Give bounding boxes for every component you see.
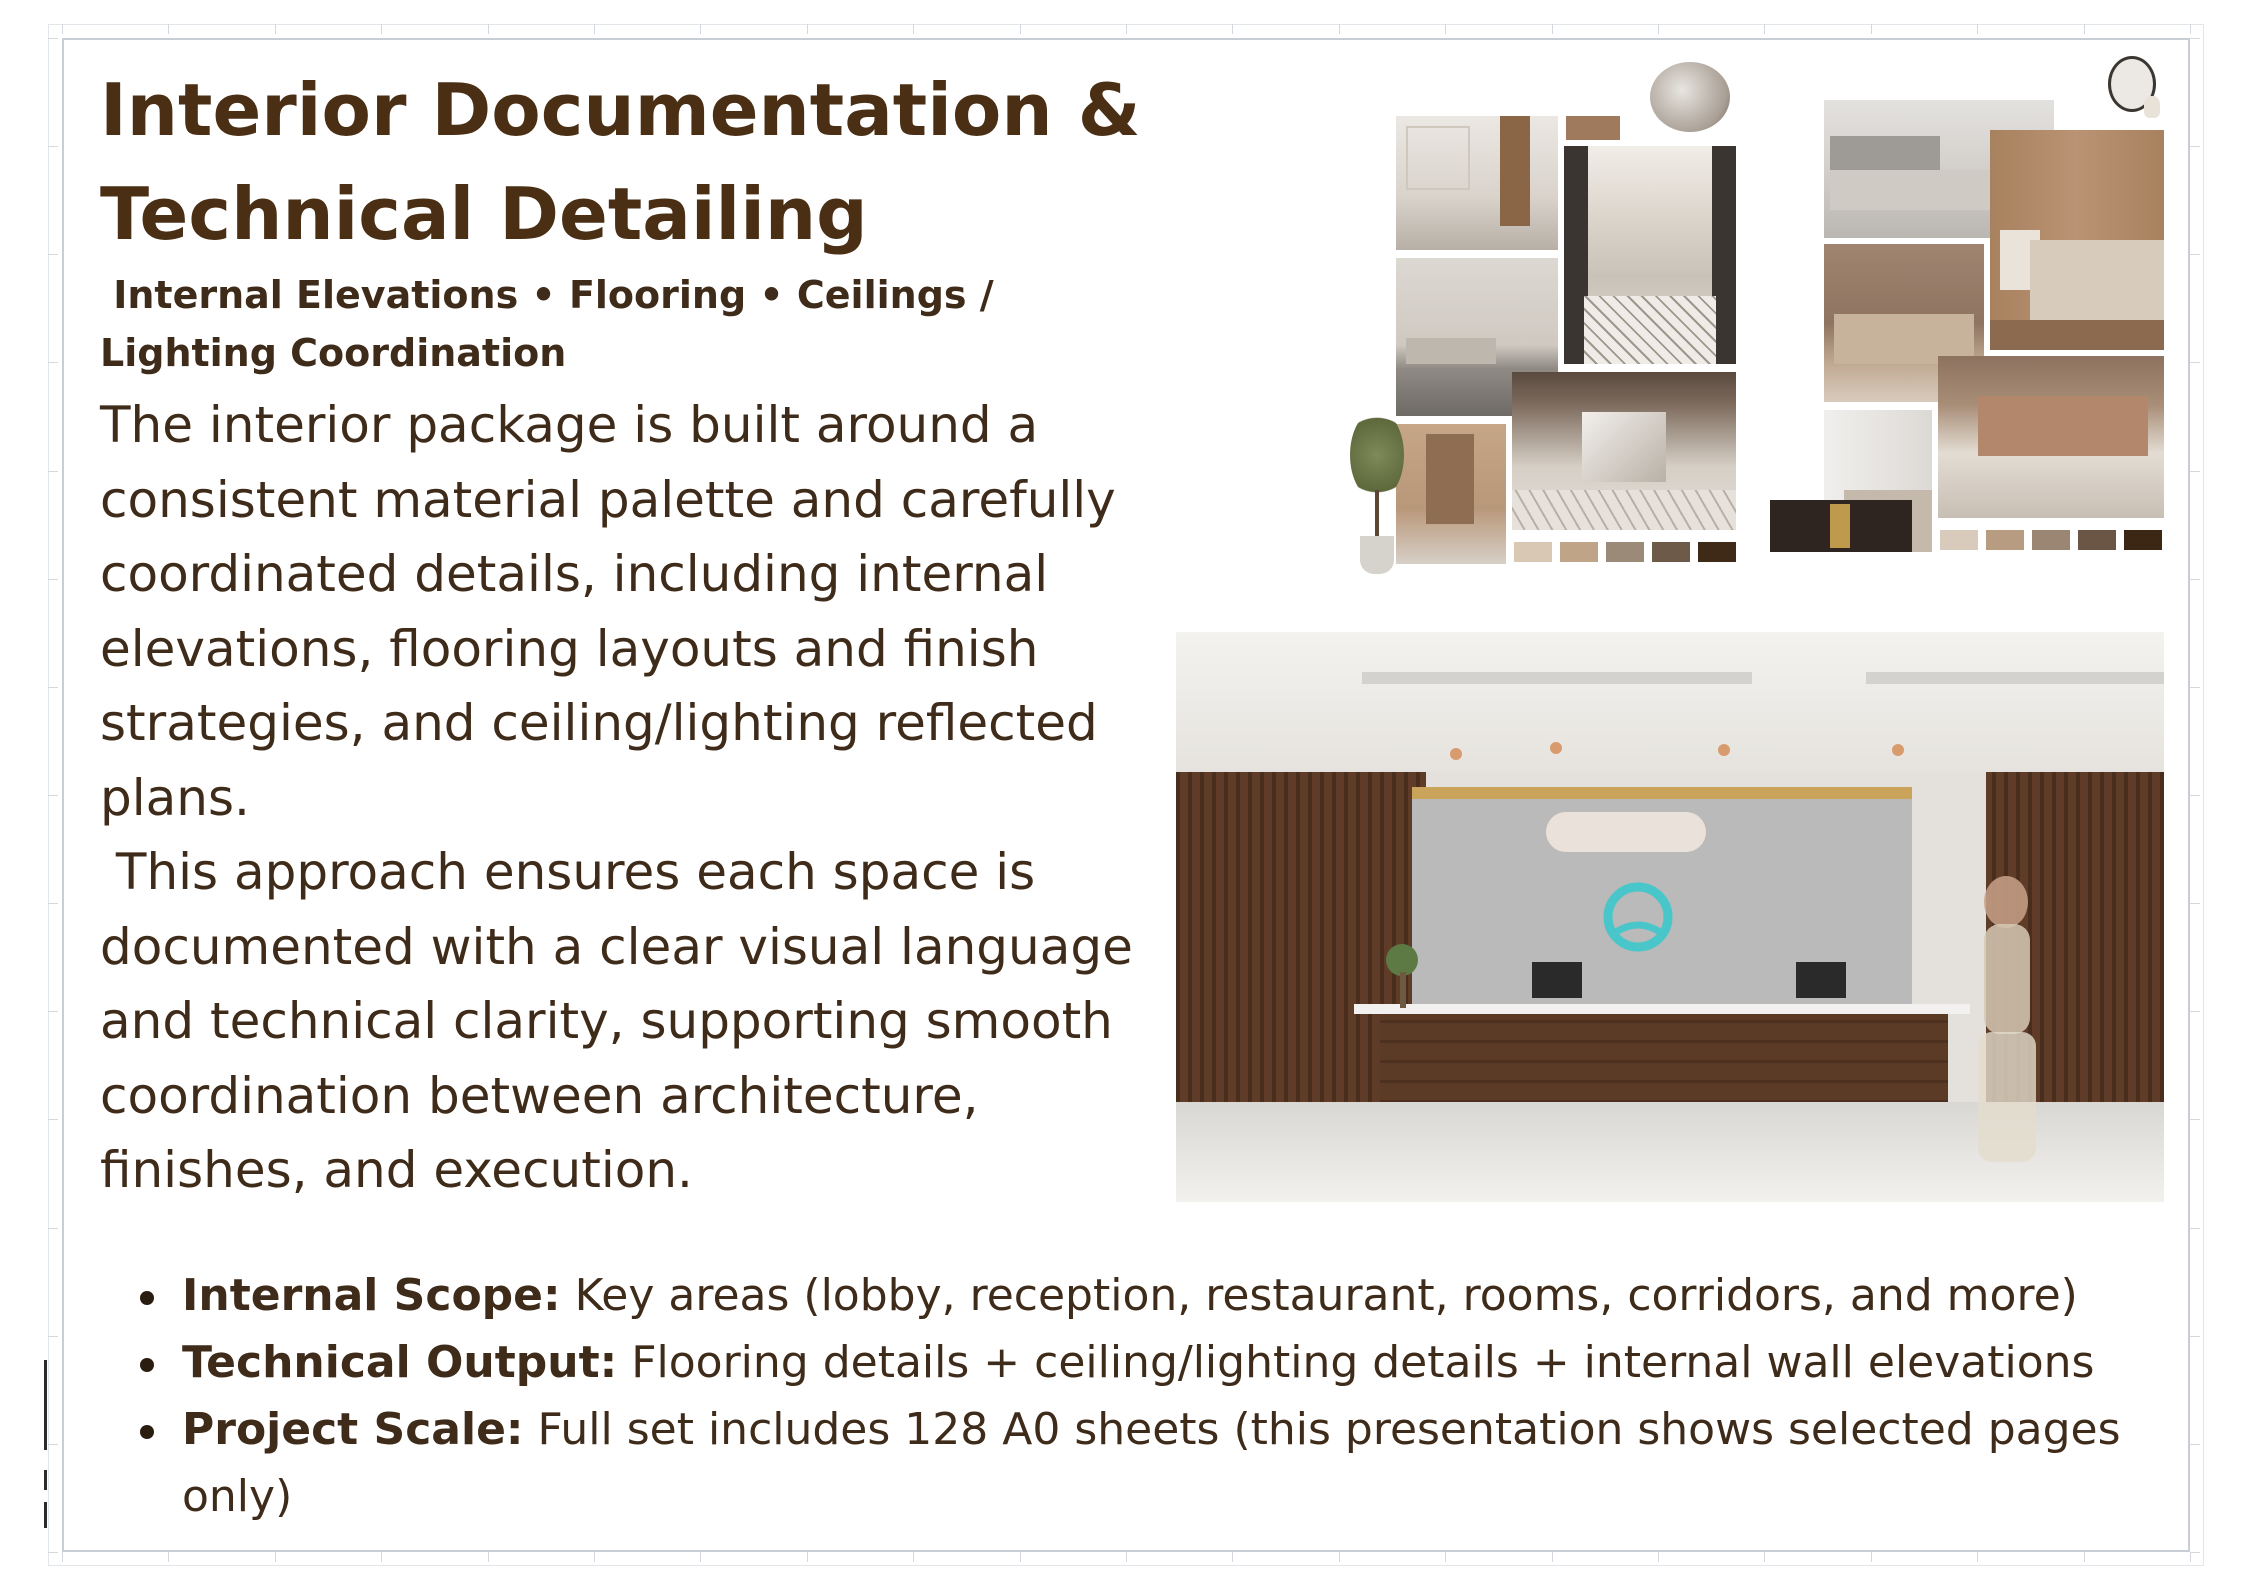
page-title: Interior Documentation & Technical Detailing <box>100 68 1141 256</box>
lobby-swatch-1 <box>1514 542 1552 562</box>
description-paragraph: The interior package is built around a consistent material palette and carefully coordinated details, including internal elevations, flooring layouts and finish strategies, and ceiling/lighting reflected plans. This approach ensures each space is documented with a clear visual language and technical clarity, supporting smooth coordination between architecture, finishes, and execution. <box>100 396 1133 1199</box>
grid-tick <box>48 362 58 363</box>
grid-tick <box>2084 1552 2085 1562</box>
grid-tick <box>1339 1552 1340 1562</box>
scope-item-label: Project Scale: <box>182 1404 524 1455</box>
grid-tick <box>1232 1552 1233 1562</box>
grid-tick <box>913 24 914 34</box>
sideboard-photo <box>1770 500 1912 566</box>
grid-tick <box>2190 687 2200 688</box>
bedroom-swatch-3 <box>2032 530 2070 550</box>
grid-tick <box>275 24 276 34</box>
grid-tick <box>2190 362 2200 363</box>
grid-tick <box>1977 24 1978 34</box>
grid-tick <box>2190 1011 2200 1012</box>
lobby-lift-photo <box>1396 424 1506 564</box>
grid-tick <box>62 1552 63 1562</box>
grid-tick <box>2190 579 2200 580</box>
grid-tick <box>1020 1552 1021 1562</box>
grid-tick <box>48 903 58 904</box>
grid-tick <box>2190 254 2200 255</box>
scope-item-label: Internal Scope: <box>182 1270 561 1321</box>
scope-item-text: Full set includes 128 A0 sheets (this presentation shows selected pages only) <box>182 1404 2121 1522</box>
grid-tick <box>2190 38 2200 39</box>
grid-tick <box>1232 24 1233 34</box>
bedroom-swatch-2 <box>1986 530 2024 550</box>
page-subtitle: Internal Elevations • Flooring • Ceilings / Lighting Coordination <box>100 273 1007 375</box>
grid-tick <box>1552 24 1553 34</box>
grid-tick <box>48 795 58 796</box>
grid-tick <box>48 687 58 688</box>
lobby-swatch-3 <box>1606 542 1644 562</box>
grid-tick <box>1126 24 1127 34</box>
grid-tick <box>48 38 58 39</box>
scope-item-text: Flooring details + ceiling/lighting details + internal wall elevations <box>617 1337 2095 1388</box>
grid-tick <box>700 1552 701 1562</box>
grid-tick <box>48 146 58 147</box>
grid-tick <box>275 1552 276 1562</box>
grid-tick <box>2190 1336 2200 1337</box>
sheet-grid-ticks-bottom <box>62 1552 2190 1562</box>
grid-tick <box>48 1552 58 1553</box>
grid-tick <box>1658 1552 1659 1562</box>
grid-tick <box>2190 471 2200 472</box>
olive-tree-icon <box>1342 410 1412 576</box>
grid-tick <box>48 254 58 255</box>
grid-tick <box>807 1552 808 1562</box>
grid-tick <box>1445 1552 1446 1562</box>
mirror-decor-photo <box>2106 56 2164 124</box>
sheet-grid-ticks-right <box>2190 38 2200 1552</box>
lobby-panel-photo <box>1566 116 1620 140</box>
title-block-strip <box>30 1230 56 1530</box>
grid-tick <box>594 1552 595 1562</box>
reception-render-image <box>1176 632 2164 1202</box>
grid-tick <box>62 24 63 34</box>
grid-tick <box>913 1552 914 1562</box>
grid-tick <box>2190 146 2200 147</box>
grid-tick <box>48 1119 58 1120</box>
marble-sample-photo <box>1650 62 1730 132</box>
grid-tick <box>594 24 595 34</box>
grid-tick <box>168 24 169 34</box>
grid-tick <box>48 471 58 472</box>
bedroom-swatch-1 <box>1940 530 1978 550</box>
grid-tick <box>48 579 58 580</box>
scope-item-text: Key areas (lobby, reception, restaurant, rooms, corridors, and more) <box>560 1270 2078 1321</box>
grid-tick <box>2190 1119 2200 1120</box>
grid-tick <box>1977 1552 1978 1562</box>
lobby-swatch-5 <box>1698 542 1736 562</box>
grid-tick <box>1871 24 1872 34</box>
grid-tick <box>1020 24 1021 34</box>
scope-list <box>140 1262 2190 1530</box>
grid-tick <box>48 1011 58 1012</box>
lobby-swatch-2 <box>1560 542 1598 562</box>
bedroom-wood-wall-photo <box>1990 130 2164 350</box>
grid-tick <box>2190 1552 2200 1553</box>
bedroom-beige-bed-photo <box>1938 356 2164 518</box>
grid-tick <box>48 1228 58 1229</box>
grid-tick <box>1126 1552 1127 1562</box>
grid-tick <box>2190 24 2191 34</box>
lobby-corridor-photo <box>1396 116 1558 250</box>
scope-item-technical <box>140 1329 2190 1396</box>
grid-tick <box>1764 1552 1765 1562</box>
grid-tick <box>1764 24 1765 34</box>
scope-item-internal <box>140 1262 2190 1329</box>
lobby-hall-photo <box>1564 146 1736 364</box>
grid-tick <box>2190 795 2200 796</box>
grid-tick <box>700 24 701 34</box>
grid-tick <box>2190 1552 2191 1562</box>
grid-tick <box>2084 24 2085 34</box>
grid-tick <box>1658 24 1659 34</box>
grid-tick <box>807 24 808 34</box>
grid-tick <box>1871 1552 1872 1562</box>
bedroom-swatch-5 <box>2124 530 2162 550</box>
grid-tick <box>1445 24 1446 34</box>
grid-tick <box>488 1552 489 1562</box>
grid-tick <box>2190 1444 2200 1445</box>
scope-item-scale <box>140 1396 2190 1530</box>
sheet-grid-ticks-top <box>62 24 2190 34</box>
grid-tick <box>1339 24 1340 34</box>
bedroom-swatch-4 <box>2078 530 2116 550</box>
grid-tick <box>1552 1552 1553 1562</box>
grid-tick <box>2190 903 2200 904</box>
lobby-marble-wall-photo <box>1512 372 1736 530</box>
grid-tick <box>2190 1228 2200 1229</box>
grid-tick <box>168 1552 169 1562</box>
grid-tick <box>381 1552 382 1562</box>
grid-tick <box>488 24 489 34</box>
lobby-swatch-4 <box>1652 542 1690 562</box>
scope-item-label: Technical Output: <box>182 1337 618 1388</box>
grid-tick <box>381 24 382 34</box>
